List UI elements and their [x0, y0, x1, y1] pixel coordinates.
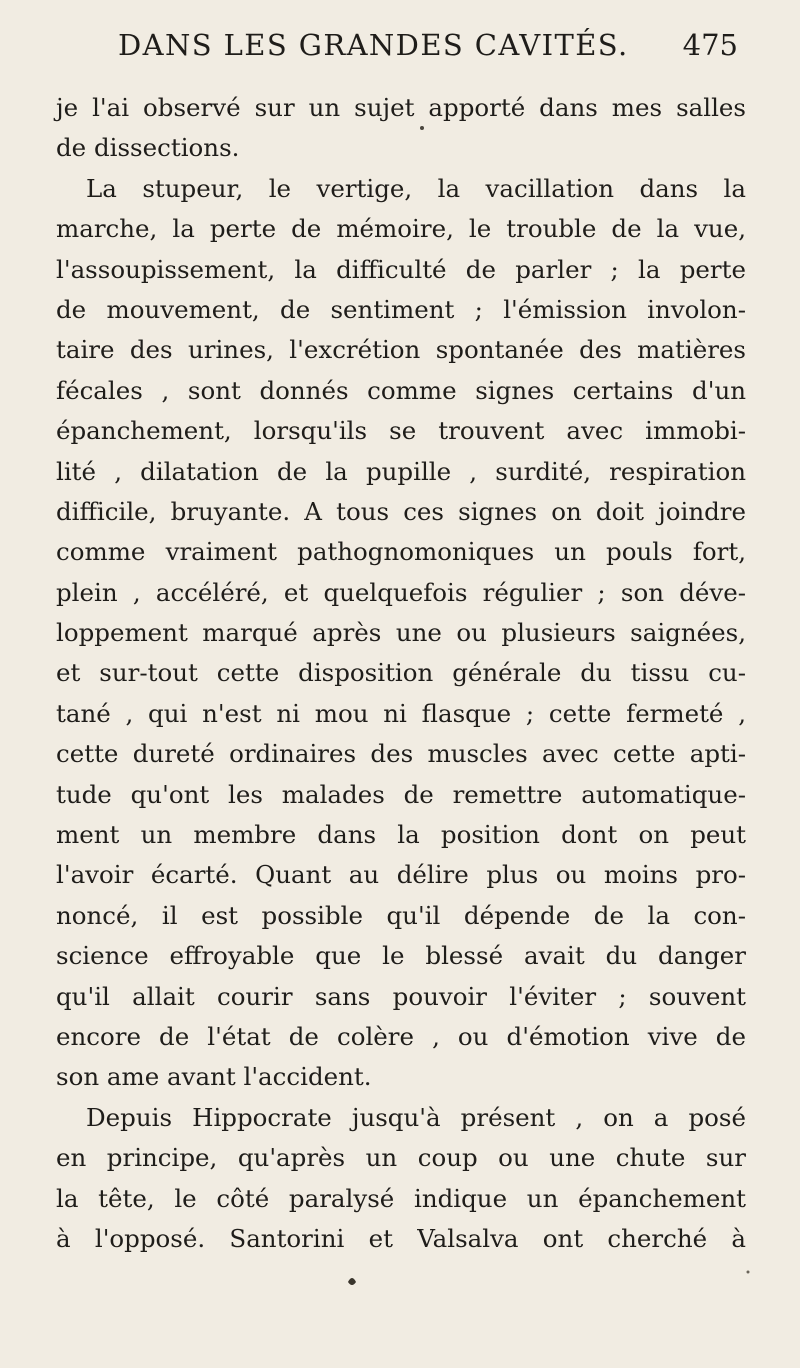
- text-line: qu'il allait courir sans pouvoir l'éviter ; souvent: [56, 981, 746, 1011]
- text-line: noncé, il est possible qu'il dépende de la con-: [56, 900, 746, 930]
- text-line: je l'ai observé sur un sujet apporté dans mes salles: [56, 93, 746, 122]
- text-line: encore de l'état de colère , ou d'émotion vive de: [56, 1021, 746, 1051]
- text-line: fécales , sont donnés comme signes certains d'un: [56, 375, 746, 405]
- text-line: à l'opposé. Santorini et Valsalva ont cherché à: [56, 1223, 746, 1253]
- text-line: tude qu'ont les malades de remettre automatique-: [56, 779, 746, 809]
- text-line: l'assoupissement, la difficulté de parler ; la perte: [56, 254, 746, 284]
- ink-speck: [348, 1278, 356, 1285]
- text-line: cette dureté ordinaires des muscles avec cette apti-: [56, 739, 746, 769]
- ink-speck: [747, 1271, 750, 1274]
- paragraph-start-line: Depuis Hippocrate jusqu'à présent , on a posé: [86, 1102, 746, 1132]
- text-line: science effroyable que le blessé avait du danger: [56, 941, 746, 971]
- text-line: épanchement, lorsqu'ils se trouvent avec immobi-: [56, 416, 746, 446]
- text-line: tané , qui n'est ni mou ni flasque ; cette fermeté ,: [56, 698, 746, 728]
- text-line: de dissections.: [56, 133, 240, 163]
- text-line: ment un membre dans la position dont on peut: [56, 820, 746, 850]
- text-line: plein , accéléré, et quelquefois régulier ; son déve-: [56, 577, 746, 607]
- text-line: comme vraiment pathognomoniques un pouls fort,: [56, 537, 746, 567]
- text-line: la tête, le côté paralysé indique un épanchement: [56, 1183, 746, 1213]
- text-line: lité , dilatation de la pupille , surdité, respiration: [56, 456, 746, 486]
- text-line: son ame avant l'accident.: [56, 1062, 372, 1092]
- text-line: marche, la perte de mémoire, le trouble de la vue,: [56, 214, 746, 244]
- text-line: en principe, qu'après un coup ou une chute sur: [56, 1143, 746, 1173]
- ink-speck: [420, 126, 424, 130]
- text-line: et sur-tout cette disposition générale du tissu cu-: [56, 658, 746, 688]
- page-number: 475: [682, 28, 738, 62]
- running-head: DANS LES GRANDES CAVITÉS.: [118, 28, 629, 62]
- text-line: loppement marqué après une ou plusieurs saignées,: [56, 618, 746, 648]
- paragraph-start-line: La stupeur, le vertige, la vacillation dans la: [86, 173, 746, 203]
- text-line: taire des urines, l'excrétion spontanée des matières: [56, 335, 746, 365]
- text-line: de mouvement, de sentiment ; l'émission involon-: [56, 294, 746, 324]
- text-line: l'avoir écarté. Quant au délire plus ou moins pro-: [56, 860, 746, 890]
- text-line: difficile, bruyante. A tous ces signes on doit joindre: [56, 496, 746, 526]
